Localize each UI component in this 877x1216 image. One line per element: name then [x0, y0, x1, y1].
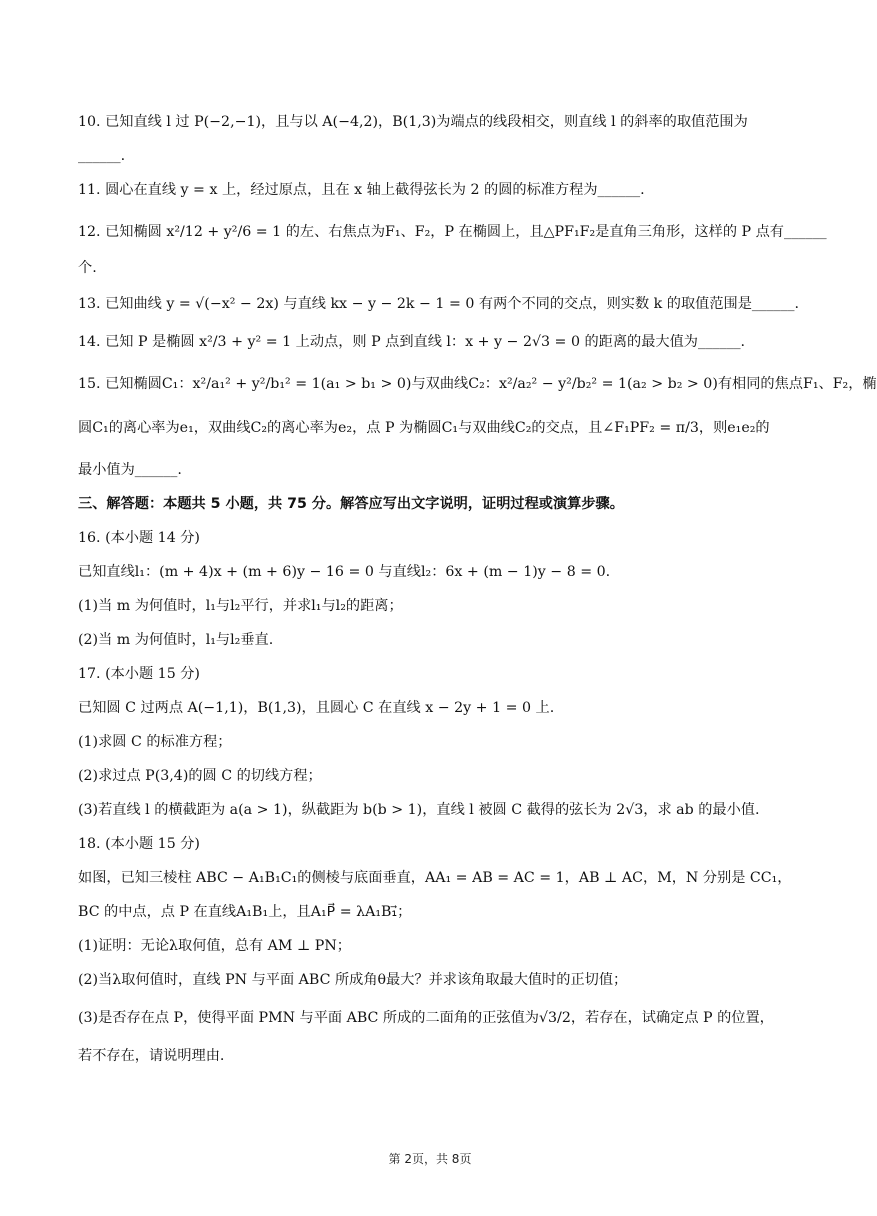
q18-part3-line1: (3)是否存在点 P，使得平面 PMN 与平面 ABC 所成的二面角的正弦值为√3/2，若存在，试确定点 P 的位置，: [78, 1010, 774, 1026]
q18-stem1: 如图，已知三棱柱 ABC − A₁B₁C₁的侧棱与底面垂直，AA₁ = AB = AC = 1，AB ⊥ AC，M，N 分别是 CC₁，: [78, 870, 792, 886]
q15-line2: 圆C₁的离心率为e₁，双曲线C₂的离心率为e₂，点 P 为椭圆C₁与双曲线C₂的交点，且∠F₁PF₂ = π/3，则e₁e₂的: [78, 420, 770, 436]
section-heading: 三、解答题：本题共 5 小题，共 75 分。解答应写出文字说明，证明过程或演算步骤。: [78, 496, 624, 512]
q11-line: 11. 圆心在直线 y = x 上，经过原点，且在 x 轴上截得弦长为 2 的圆的标准方程为______.: [78, 182, 645, 198]
q18-part3-line2: 若不存在，请说明理由.: [78, 1048, 225, 1064]
q10-line1: 10. 已知直线 l 过 P(−2,−1)，且与以 A(−4,2)，B(1,3)为端点的线段相交，则直线 l 的斜率的取值范围为: [78, 114, 748, 130]
q16-stem: 已知直线l₁：(m + 4)x + (m + 6)y − 16 = 0 与直线l₂：6x + (m − 1)y − 8 = 0.: [78, 564, 611, 580]
q18-title: 18. (本小题 15 分): [78, 836, 200, 852]
q17-part3: (3)若直线 l 的横截距为 a(a > 1)，纵截距为 b(b > 1)，直线 l 被圆 C 截得的弦长为 2√3，求 ab 的最小值.: [78, 802, 760, 818]
q14-line: 14. 已知 P 是椭圆 x²/3 + y² = 1 上动点，则 P 点到直线 l：x + y − 2√3 = 0 的距离的最大值为______.: [78, 334, 746, 350]
q16-title: 16. (本小题 14 分): [78, 530, 200, 546]
page-footer: 第 2页，共 8页: [388, 1152, 472, 1166]
q12-line2: 个.: [78, 260, 97, 276]
q17-title: 17. (本小题 15 分): [78, 666, 200, 682]
q15-line1: 15. 已知椭圆C₁：x²/a₁² + y²/b₁² = 1(a₁ > b₁ > 0)与双曲线C₂：x²/a₂² − y²/b₂² = 1(a₂ > b₂ > 0)有相同的焦点F₁、F₂，椭: [78, 376, 877, 392]
q12-line1: 12. 已知椭圆 x²/12 + y²/6 = 1 的左、右焦点为F₁、F₂，P 在椭圆上，且△PF₁F₂是直角三角形，这样的 P 点有______: [78, 224, 827, 240]
q17-part2: (2)求过点 P(3,4)的圆 C 的切线方程；: [78, 768, 322, 784]
q16-part1: (1)当 m 为何值时，l₁与l₂平行，并求l₁与l₂的距离；: [78, 598, 403, 614]
q16-part2: (2)当 m 为何值时，l₁与l₂垂直.: [78, 632, 274, 648]
q10-line2: ______.: [78, 148, 126, 164]
q18-part2: (2)当λ取何值时，直线 PN 与平面 ABC 所成角θ最大？并求该角取最大值时的正切值；: [78, 972, 628, 988]
q17-stem: 已知圆 C 过两点 A(−1,1)，B(1,3)，且圆心 C 在直线 x − 2y + 1 = 0 上.: [78, 700, 555, 716]
q13-line: 13. 已知曲线 y = √(−x² − 2x) 与直线 kx − y − 2k − 1 = 0 有两个不同的交点，则实数 k 的取值范围是______.: [78, 296, 799, 312]
q15-line3: 最小值为______.: [78, 462, 182, 478]
q17-part1: (1)求圆 C 的标准方程；: [78, 734, 232, 750]
q18-part1: (1)证明：无论λ取何值，总有 AM ⊥ PN；: [78, 938, 351, 954]
q18-stem2: BC 的中点，点 P 在直线A₁B₁上，且A₁P⃗ = λA₁B₁⃗；: [78, 904, 412, 920]
